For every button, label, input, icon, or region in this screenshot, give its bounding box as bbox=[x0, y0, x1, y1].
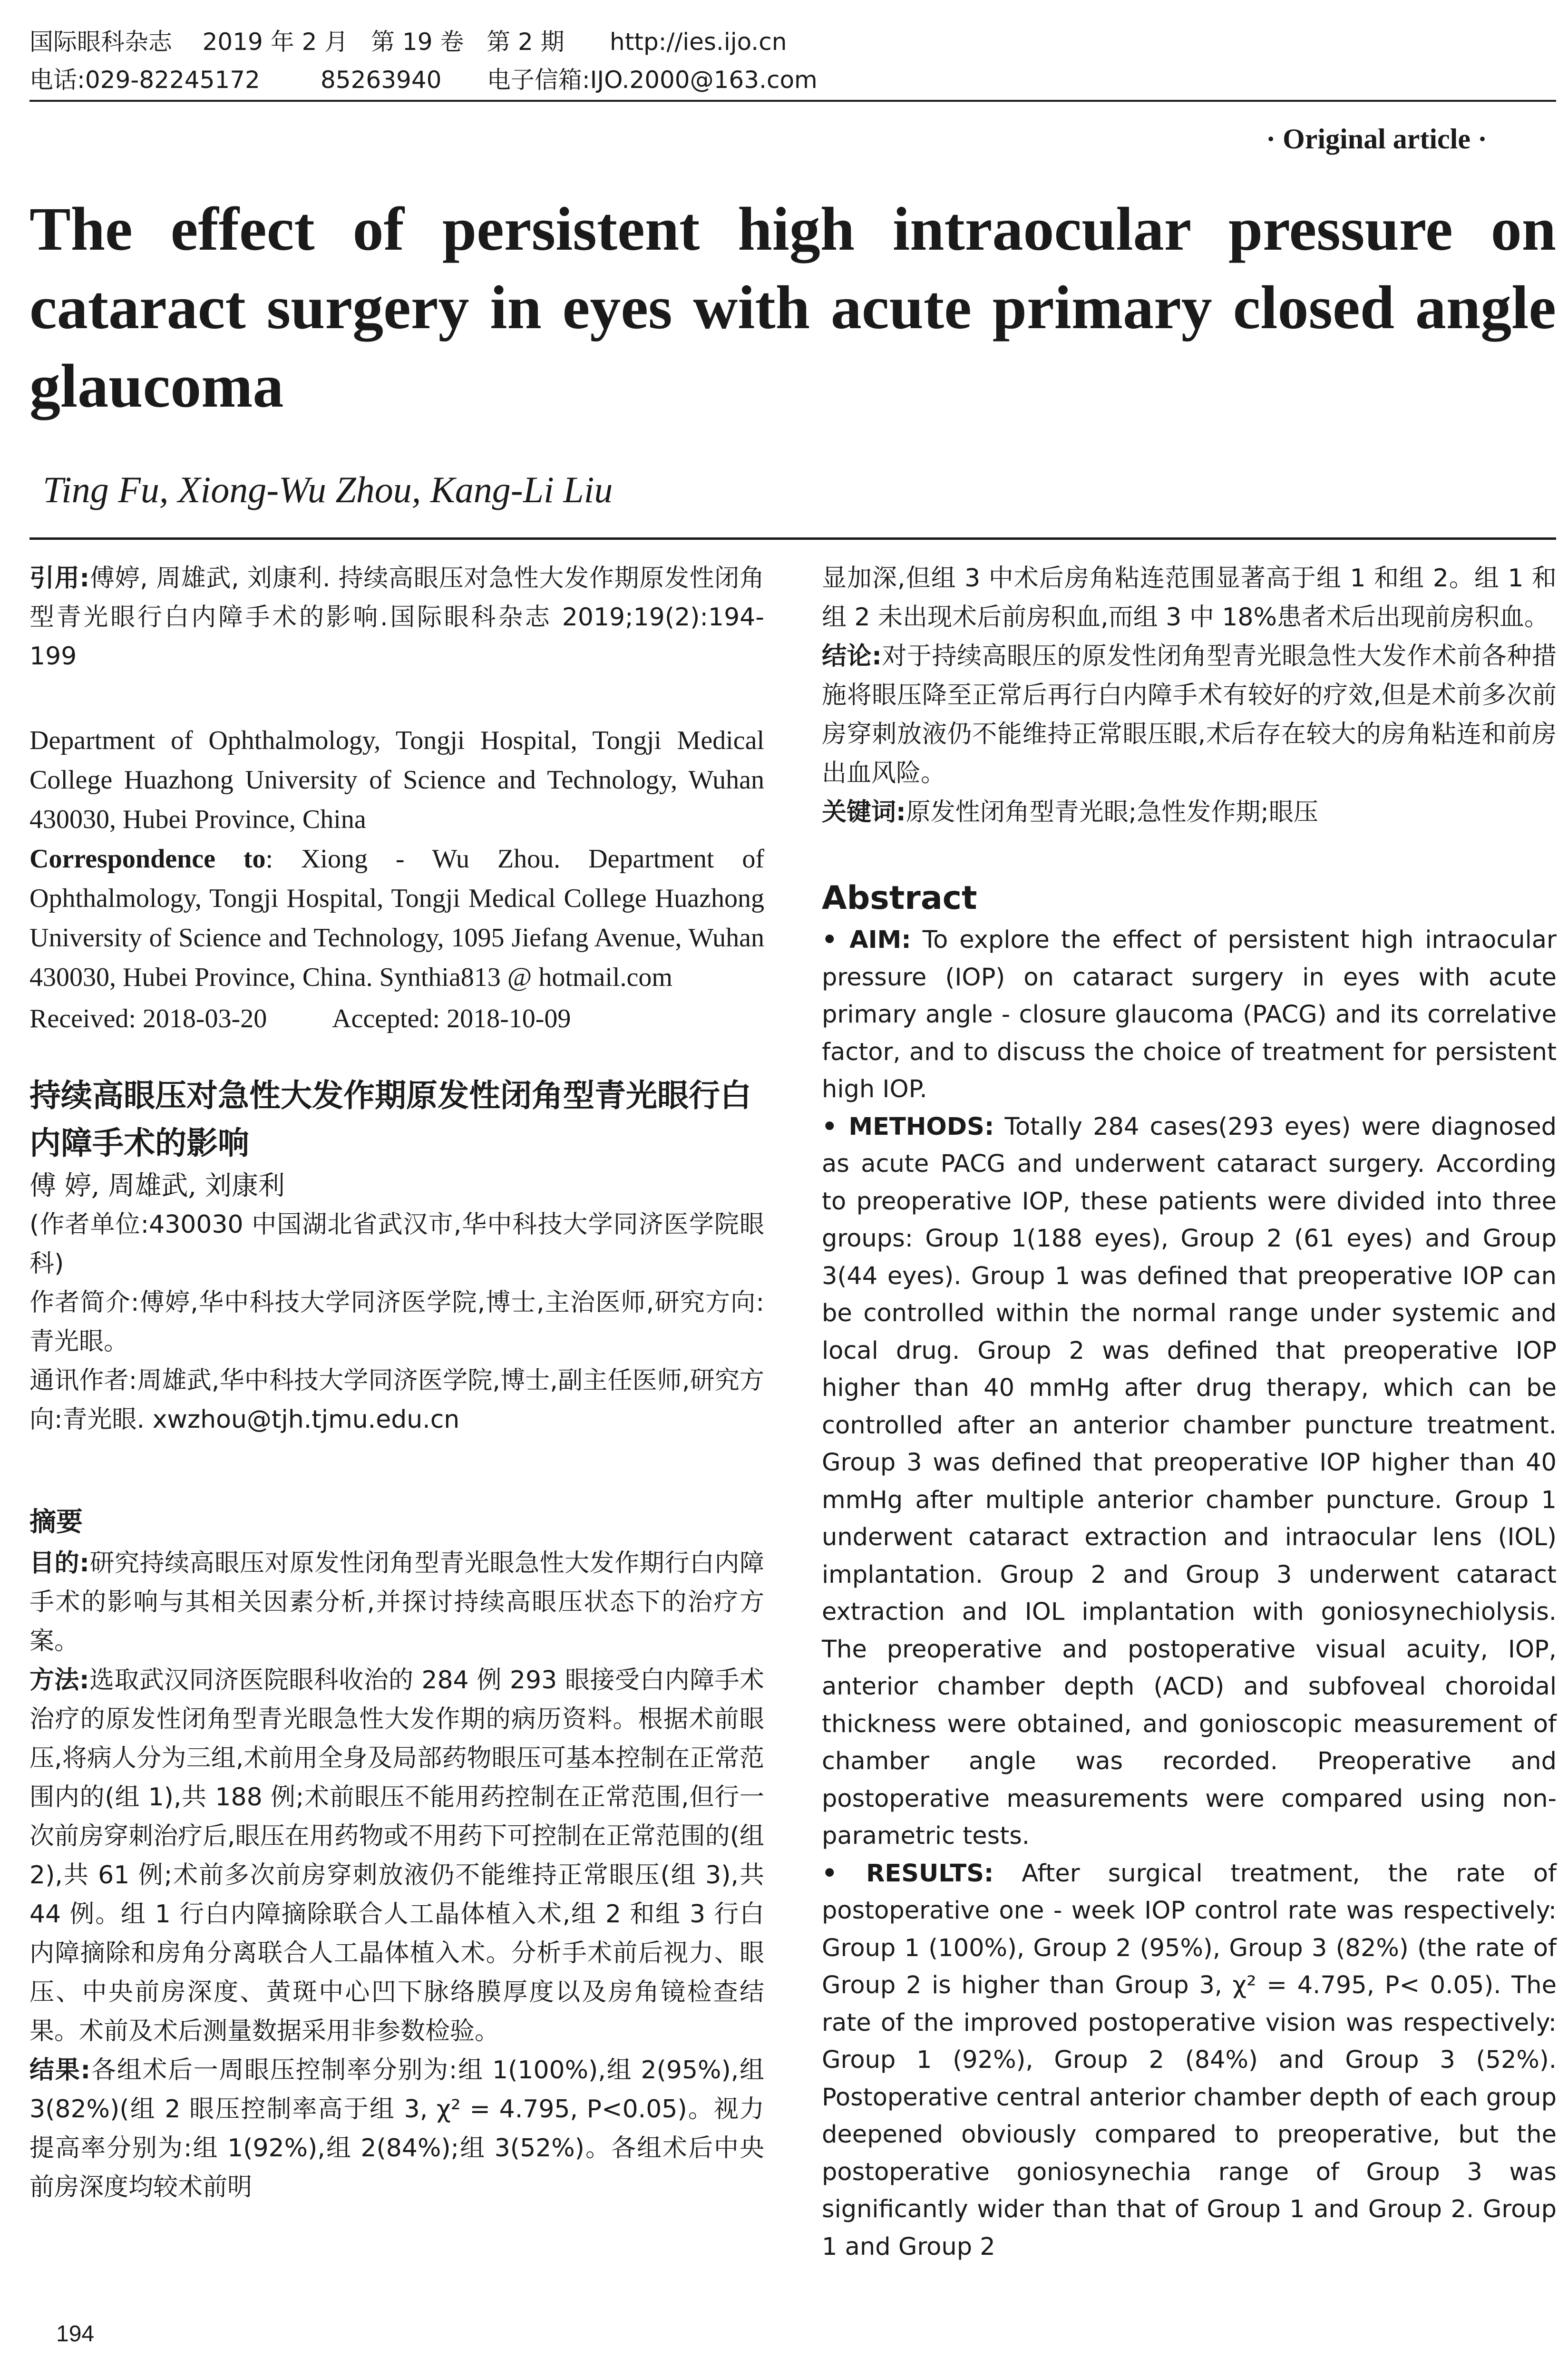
article-authors: Ting Fu, Xiong-Wu Zhou, Kang-Li Liu bbox=[43, 469, 613, 510]
cn-keywords-text: 原发性闭角型青光眼;急性发作期;眼压 bbox=[906, 798, 1318, 827]
cn-author-unit: (作者单位:430030 中国湖北省武汉市,华中科技大学同济医学院眼科) bbox=[29, 1210, 764, 1278]
cn-conclusion-text: 对于持续高眼压的原发性闭角型青光眼急性大发作术前各种措施将眼压降至正常后再行白内障手术有较好的疗效,但是术前多次前房穿刺放液仍不能维持正常眼压眼,术后存在较大的房角粘连和前房出血风险。 bbox=[822, 642, 1557, 788]
cn-results-part1 bbox=[29, 2051, 764, 2207]
citation bbox=[29, 559, 764, 676]
header-rule bbox=[29, 100, 1556, 102]
cn-article-title: 持续高眼压对急性大发作期原发性闭角型青光眼行白内障手术的影响 bbox=[29, 1077, 751, 1161]
cn-results-text-part1: 各组术后一周眼压控制率分别为:组 1(100%),组 2(95%),组 3(82%)(组 2 眼压控制率高于组 3, χ² = 4.795, P<0.05)。视力提高率分别为:组 1(92%),组 2(84%);组 3(52%)。各组术后中央前房深度均较术前明 bbox=[29, 2056, 764, 2202]
article-title: The effect of persistent high intraocular pressure on cataract surgery in eyes with acute primary closed angle glaucoma bbox=[29, 195, 1556, 420]
cn-authors: 傅 婷, 周雄武, 刘康利 bbox=[29, 1170, 285, 1201]
citation-label: 引用: bbox=[29, 564, 90, 593]
left-column bbox=[29, 559, 764, 2207]
cn-conclusion-label: 结论: bbox=[822, 642, 882, 671]
cn-results-label: 结果: bbox=[29, 2056, 91, 2085]
cn-aim-label: 目的: bbox=[29, 1549, 89, 1578]
journal-header-line-1: 国际眼科杂志 2019 年 2 月 第 19 卷 第 2 期 http://ies.ijo.cn bbox=[29, 28, 787, 56]
cn-conclusion bbox=[822, 637, 1557, 793]
cn-methods-text: 选取武汉同济医院眼科收治的 284 例 293 眼接受白内障手术治疗的原发性闭角型青光眼急性大发作期的病历资料。根据术前眼压,将病人分为三组,术前用全身及局部药物眼压可基本控制在正常范围内的(组 1),共 188 例;术前眼压不能用药控制在正常范围,但行一次前房穿刺治疗后,眼压在用药物或不用药下可控制在正常范围的(组 2),共 61 例;术前多次前房穿刺放液仍不能维持正常眼压(组 3),共 44 例。组 1 行白内障摘除联合人工晶体植入术,组 2 和组 3 行白内障摘除和房角分离联合人工晶体植入术。分析手术前后视力、眼压、中央前房深度、黄斑中心凹下脉络膜厚度以及房角镜检查结果。术前及术后测量数据采用非参数检验。 bbox=[29, 1666, 764, 2046]
correspondence-label: Correspondence to bbox=[29, 844, 266, 874]
cn-methods-label: 方法: bbox=[29, 1666, 89, 1695]
cn-aim bbox=[29, 1544, 764, 1661]
abstract-aim-text: To explore the effect of persistent high intraocular pressure (IOP) on cataract surgery in eyes with acute primary angle - closure glaucoma (PACG) and its correlative factor, and to discuss the choice of treatment for persistent high IOP. bbox=[822, 926, 1557, 1103]
abstract-results-text: After surgical treatment, the rate of postoperative one - week IOP control rate was respectively: Group 1 (100%), Group 2 (95%), Group 3 (82%) (the rate of Group 2 is higher than Group 3, χ² = 4.795, P< 0.05). The rate of the improved postoperative vision was respectively: Group 1 (92%), Group 2 (84%) and Group 3 (52%). Postoperative central anterior chamber depth of each group deepened obviously compared to preoperative, but the postoperative goniosynechia range of Group 3 was significantly wider than that of Group 1 and Group 2. Group 1 and Group 2 bbox=[822, 1859, 1557, 2261]
abstract-results-label: • RESULTS: bbox=[822, 1859, 994, 1888]
abstract-methods-text: Totally 284 cases(293 eyes) were diagnosed as acute PACG and underwent cataract surgery. According to preoperative IOP, these patients were divided into three groups: Group 1(188 eyes), Group 2 (61 eyes) and Group 3(44 eyes). Group 1 was defined that preoperative IOP can be controlled within the normal range under systemic and local drug. Group 2 was defined that preoperative IOP higher than 40 mmHg after drug therapy, which can be controlled after an anterior chamber puncture treatment. Group 3 was defined that preoperative IOP higher than 40 mmHg after multiple anterior chamber puncture. Group 1 underwent cataract extraction and intraocular lens (IOL) implantation. Group 2 and Group 3 underwent cataract extraction and IOL implantation with goniosynechiolysis. The preoperative and postoperative visual acuity, IOP, anterior chamber depth (ACD) and subfoveal choroidal thickness were obtained, and gonioscopic measurement of chamber angle was recorded. Preoperative and postoperative measurements were compared using non-parametric tests. bbox=[822, 1112, 1557, 1850]
cn-methods bbox=[29, 1661, 764, 2051]
article-type-label: · Original article · bbox=[1266, 123, 1487, 155]
abstract-aim-label: • AIM: bbox=[822, 926, 911, 954]
abstract-heading: Abstract bbox=[822, 879, 977, 917]
journal-header-line-2: 电话:029-82245172 85263940 电子信箱:IJO.2000@163.com bbox=[29, 66, 818, 94]
correspondence bbox=[29, 839, 764, 997]
cn-corresponding-author: 通讯作者:周雄武,华中科技大学同济医学院,博士,副主任医师,研究方向:青光眼. xwzhou@tjh.tjmu.edu.cn bbox=[29, 1366, 764, 1434]
affiliation: Department of Ophthalmology, Tongji Hospital, Tongji Medical College Huazhong University of Science and Technology, Wuhan 430030, Hubei Province, China bbox=[29, 726, 764, 834]
cn-aim-text: 研究持续高眼压对原发性闭角型青光眼急性大发作期行白内障手术的影响与其相关因素分析,并探讨持续高眼压状态下的治疗方案。 bbox=[29, 1549, 764, 1656]
cn-abstract-heading: 摘要 bbox=[29, 1507, 83, 1538]
received-date: Received: 2018-03-20 bbox=[29, 1004, 267, 1033]
cn-keywords bbox=[822, 793, 1557, 832]
correspondence-text: : Xiong - Wu Zhou. Department of Ophthalmology, Tongji Hospital, Tongji Medical College Huazhong University of Science and Technology, 1095 Jiefang Avenue, Wuhan 430030, Hubei Province, China. Synthia813 @ hotmail.com bbox=[29, 844, 764, 992]
title-rule bbox=[29, 537, 1556, 540]
dates bbox=[29, 999, 764, 1039]
accepted-date: Accepted: 2018-10-09 bbox=[332, 1004, 571, 1033]
abstract-aim bbox=[822, 922, 1557, 1109]
citation-text: 傅婷, 周雄武, 刘康利. 持续高眼压对急性大发作期原发性闭角型青光眼行白内障手术的影响.国际眼科杂志 2019;19(2):194-199 bbox=[29, 564, 764, 671]
page-number: 194 bbox=[56, 2321, 95, 2347]
abstract-methods bbox=[822, 1109, 1557, 1855]
cn-author-bio: 作者简介:傅婷,华中科技大学同济医学院,博士,主治医师,研究方向:青光眼。 bbox=[29, 1288, 764, 1356]
abstract-results bbox=[822, 1855, 1557, 2266]
right-column bbox=[822, 559, 1557, 2266]
cn-results-text-part2: 显加深,但组 3 中术后房角粘连范围显著高于组 1 和组 2。组 1 和组 2 未出现术后前房积血,而组 3 中 18%患者术后出现前房积血。 bbox=[822, 564, 1557, 632]
abstract-methods-label: • METHODS: bbox=[822, 1112, 994, 1141]
cn-keywords-label: 关键词: bbox=[822, 798, 906, 827]
